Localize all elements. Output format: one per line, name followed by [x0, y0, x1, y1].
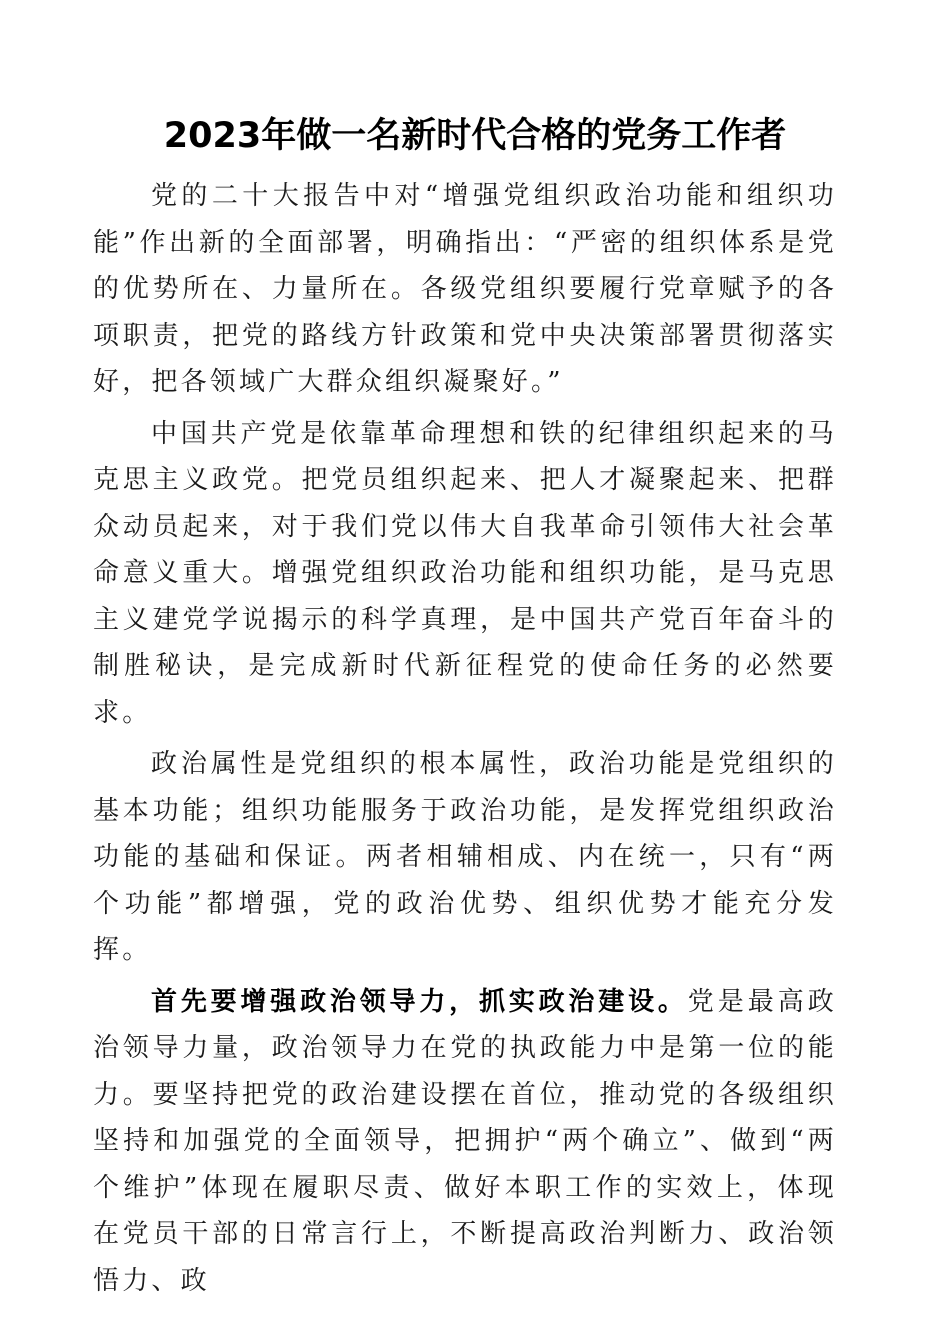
paragraph-4 [93, 979, 837, 1310]
paragraph-text: 党是最高政治领导力量，政治领导力在党的执政能力中是第一位的能力。要坚持把党的政治建设摆在首位，推动党的各级组织坚持和加强党的全面领导，把拥护“两个确立”、做到“两个维护”体现在履职尽责、做好本职工作的实效上，体现在党员干部的日常言行上，不断提高政治判断力、政治领悟力、政 [93, 986, 837, 1296]
document-title: 2023年做一名新时代合格的党务工作者 [163, 116, 787, 156]
paragraph-text: 中国共产党是依靠革命理想和铁的纪律组织起来的马克思主义政党。把党员组织起来、把人才凝聚起来、把群众动员起来，对于我们党以伟大自我革命引领伟大社会革命意义重大。增强党组织政治功能和组织功能，是马克思主义建党学说揭示的科学真理，是中国共产党百年奋斗的制胜秘诀，是完成新时代新征程党的使命任务的必然要求。 [93, 418, 837, 728]
document-body [93, 173, 837, 1309]
paragraph-3 [93, 741, 837, 979]
paragraph-text: 党的二十大报告中对“增强党组织政治功能和组织功能”作出新的全面部署，明确指出：“严密的组织体系是党的优势所在、力量所在。各级党组织要履行党章赋予的各项职责，把党的路线方针政策和党中央决策部署贯彻落实好，把各领域广大群众组织凝聚好。” [93, 181, 837, 397]
paragraph-lead-bold: 首先要增强政治领导力，抓实政治建设。 [151, 986, 688, 1017]
paragraph-text: 政治属性是党组织的根本属性，政治功能是党组织的基本功能；组织功能服务于政治功能，是发挥党组织政治功能的基础和保证。两者相辅相成、内在统一，只有“两个功能”都增强，党的政治优势、组织优势才能充分发挥。 [93, 749, 837, 965]
paragraph-2 [93, 411, 837, 742]
paragraph-1 [93, 173, 837, 411]
